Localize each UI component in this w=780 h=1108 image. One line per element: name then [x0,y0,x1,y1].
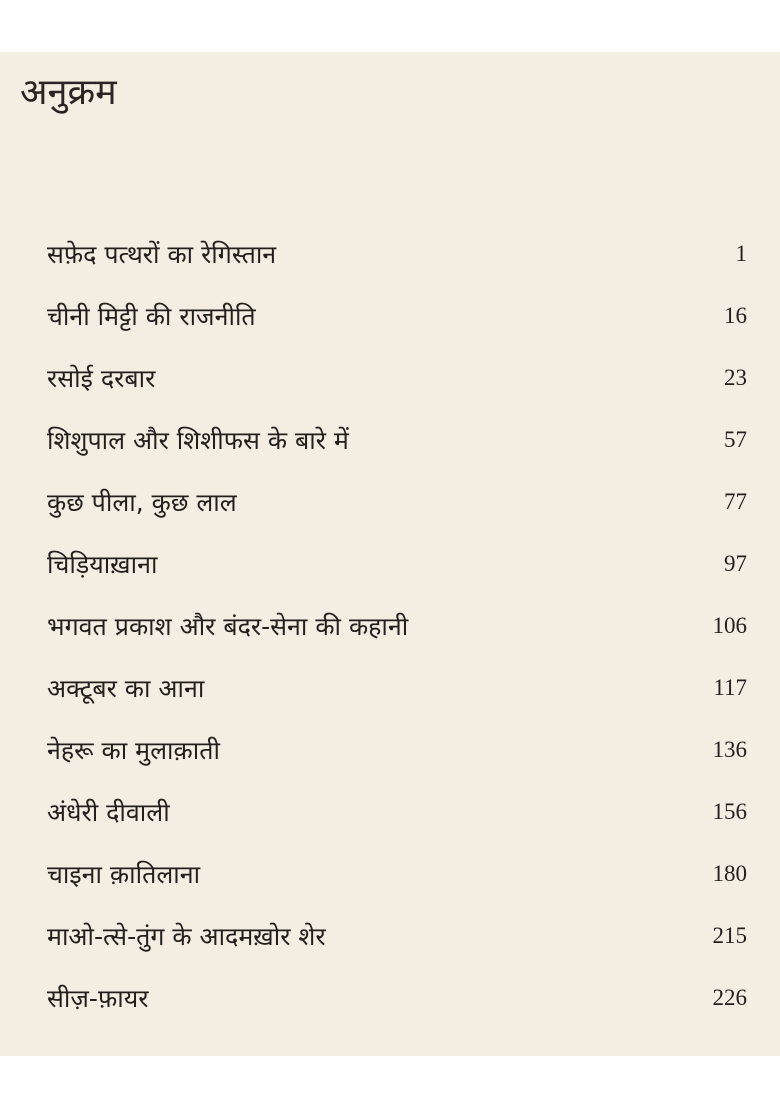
chapter-title: चाइना क़ातिलाना [47,860,201,889]
toc-entry [47,606,747,646]
chapter-title: सफ़ेद पत्थरों का रेगिस्तान [47,240,277,269]
page-number: 136 [712,737,747,762]
page-number: 23 [724,365,747,390]
page-number: 97 [724,551,747,576]
page-number: 57 [724,427,747,452]
toc-entry [47,668,747,708]
chapter-title: चीनी मिट्टी की राजनीति [47,302,256,331]
chapter-title: सीज़-फ़ायर [47,984,149,1013]
page-number: 77 [724,489,747,514]
toc-entry [47,916,747,956]
page-number: 180 [712,861,747,886]
toc-entry [47,792,747,832]
page-number: 16 [724,303,747,328]
book-page [0,52,780,1056]
toc-entry [47,482,747,522]
page-number: 106 [712,613,747,638]
toc-entry [47,978,747,1018]
toc-entry [47,358,747,398]
chapter-title: माओ-त्से-तुंग के आदमख़ोर शेर [47,922,326,951]
chapter-title: रसोई दरबार [47,364,156,393]
page-heading: अनुक्रम [20,72,117,113]
chapter-title: अंधेरी दीवाली [47,798,170,827]
page-number: 156 [712,799,747,824]
toc-entry [47,234,747,274]
toc-entry [47,296,747,336]
chapter-title: चिड़ियाख़ाना [47,550,158,579]
page-number: 117 [713,675,747,700]
toc-entry [47,420,747,460]
chapter-title: कुछ पीला, कुछ लाल [47,488,237,517]
page-number: 226 [712,985,747,1010]
toc-entry [47,544,747,584]
toc-entry [47,730,747,770]
chapter-title: नेहरू का मुलाक़ाती [47,736,220,765]
page-number: 215 [712,923,747,948]
page-number: 1 [735,241,747,266]
chapter-title: अक्टूबर का आना [47,674,205,703]
chapter-title: भगवत प्रकाश और बंदर-सेना की कहानी [47,612,409,641]
chapter-title: शिशुपाल और शिशीफस के बारे में [47,426,349,455]
toc-entry [47,854,747,894]
